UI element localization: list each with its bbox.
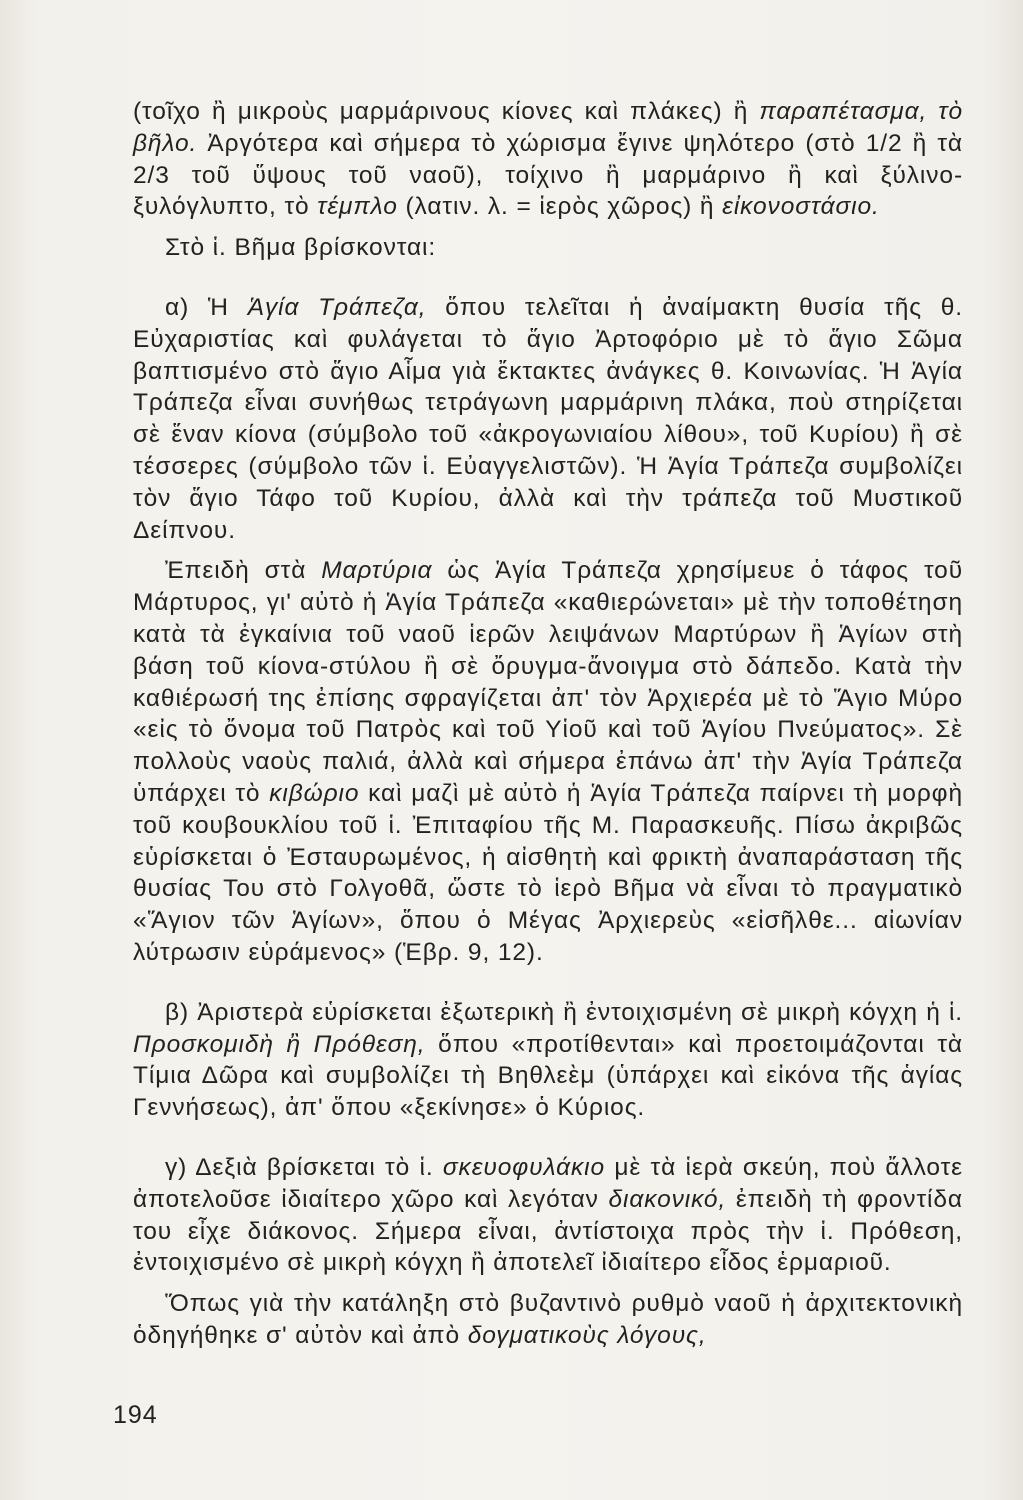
italic-term: τέμπλο <box>317 193 398 221</box>
italic-term: κιβώριο <box>269 779 360 807</box>
italic-term: δογματικοὺς λόγους, <box>467 1321 707 1349</box>
italic-term: Προσκομιδὴ ἢ Πρόθεση, <box>133 1030 426 1058</box>
paragraph-intro: (τοῖχο ἢ μικροὺς μαρμάρινους κίονες καὶ πλάκες) ἢ παραπέτασμα, τὸ βῆλο. Ἀργότερα καὶ σήμερα τὸ χώρισμα ἔγινε ψηλότερο (στὸ 1/2 ἢ τὰ 2/3 τοῦ ὕψους τοῦ ναοῦ), τοίχινο ἢ μαρμάρινο ἢ καὶ ξύλινο-ξυλόγλυπτο, τὸ τέμπλο (λατιν. λ. = ἱερὸς χῶρος) ἢ εἰκονοστάσιο. <box>133 98 963 221</box>
italic-term: σκευοφυλάκιο <box>442 1153 606 1181</box>
paragraph-skevophylakio: γ) Δεξιὰ βρίσκεται τὸ ἱ. σκευοφυλάκιο μὲ τὰ ἱερὰ σκεύη, ποὺ ἄλλοτε ἀποτελοῦσε ἰδιαίτερο χῶρο καὶ λεγόταν διακονικό, ἐπειδὴ τὴ φροντίδα του εἶχε διάκονος. Σήμερα εἶναι, ἀντίστοιχα πρὸς τὴν ἱ. Πρόθεση, ἐντοιχισμένο σὲ μικρὴ κόγχη ἢ ἀποτελεῖ ἰδιαίτερο εἶδος ἑρμαριοῦ. <box>133 1153 963 1277</box>
body-text <box>133 96 963 1352</box>
italic-term: Ἁγία Τράπεζα, <box>247 293 427 321</box>
italic-term: Μαρτύρια <box>321 557 433 585</box>
paragraph-martyria: Ἐπειδὴ στὰ Μαρτύρια ὡς Ἁγία Τράπεζα χρησίμευε ὁ τάφος τοῦ Μάρτυρος, γι' αὐτὸ ἡ Ἁγία Τράπεζα «καθιερώνεται» μὲ τὴν τοποθέτηση κατὰ τὰ ἐγκαίνια τοῦ ναοῦ ἱερῶν λειψάνων Μαρτύρων ἢ Ἁγίων στὴ βάση τοῦ κίονα-στύλου ἢ σὲ ὄρυγμα-ἄνοιγμα στὸ δάπεδο. Κατὰ τὴν καθιέρωσή της ἐπίσης σφραγίζεται ἀπ' τὸν Ἀρχιερέα μὲ τὸ Ἅγιο Μύρο «εἰς τὸ ὄνομα τοῦ Πατρὸς καὶ τοῦ Υἱοῦ καὶ τοῦ Ἁγίου Πνεύματος». Σὲ πολλοὺς ναοὺς παλιά, ἀλλὰ καὶ σήμερα ἐπάνω ἀπ' τὴν Ἁγία Τράπεζα ὑπάρχει τὸ κιβώριο καὶ μαζὶ μὲ αὐτὸ ἡ Ἁγία Τράπεζα παίρνει τὴ μορφὴ τοῦ κουβουκλίου τοῦ ἱ. Ἐπιταφίου τῆς Μ. Παρασκευῆς. Πίσω ἀκριβῶς εὑρίσκεται ὁ Ἐσταυρωμένος, ἡ αἰσθητὴ καὶ φρικτὴ ἀναπαράσταση τῆς θυσίας Του στὸ Γολγοθᾶ, ὥστε τὸ ἱερὸ Βῆμα νὰ εἶναι τὸ πραγματικὸ «Ἅγιον τῶν Ἁγίων», ὅπου ὁ Μέγας Ἀρχιερεὺς «εἰσῆλθε... αἰωνίαν λύτρωσιν εὑράμενος» (Ἑβρ. 9, 12). <box>133 557 963 966</box>
italic-term: διακονικό, <box>608 1185 727 1213</box>
paragraph-prothesis: β) Ἀριστερὰ εὑρίσκεται ἐξωτερικὴ ἢ ἐντοιχισμένη σὲ μικρὴ κόγχη ἡ ἱ. Προσκομιδὴ ἢ Πρόθεση, ὅπου «προτίθενται» καὶ προετοιμάζονται τὰ Τίμια Δῶρα καὶ συμβολίζει τὴ Βηθλεὲμ (ὑπάρχει καὶ εἰκόνα τῆς ἁγίας Γεννήσεως), ἀπ' ὅπου «ξεκίνησε» ὁ Κύριος. <box>133 998 963 1122</box>
italic-term: παραπέτασμα, τὸ βῆλο. <box>133 98 963 157</box>
paragraph-holy-table: α) Ἡ Ἁγία Τράπεζα, ὅπου τελεῖται ἡ ἀναίμακτη θυσία τῆς θ. Εὐχαριστίας καὶ φυλάγεται τὸ ἅγιο Ἀρτοφόριο μὲ τὸ ἅγιο Σῶμα βαπτισμένο στὸ ἅγιο Αἷμα γιὰ ἔκτακτες ἀνάγκες θ. Κοινωνίας. Ἡ Ἁγία Τράπεζα εἶναι συνήθως τετράγωνη μαρμάρινη πλάκα, ποὺ στηρίζεται σὲ ἕναν κίονα (σύμβολο τοῦ «ἀκρογωνιαίου λίθου», τοῦ Κυρίου) ἢ σὲ τέσσερες (σύμβολο τῶν ἱ. Εὐαγγελιστῶν). Ἡ Ἁγία Τράπεζα συμβολίζει τὸν ἅγιο Τάφο τοῦ Κυρίου, ἀλλὰ καὶ τὴν τράπεζα τοῦ Μυστικοῦ Δείπνου. <box>133 293 964 544</box>
paragraph-heading: Στὸ ἱ. Βῆμα βρίσκονται: <box>165 234 437 262</box>
italic-term: εἰκονοστάσιο. <box>722 193 880 221</box>
page-number: 194 <box>113 1401 158 1429</box>
paragraph-closing: Ὅπως γιὰ τὴν κατάληξη στὸ βυζαντινὸ ρυθμὸ ναοῦ ἡ ἀρχιτεκτονικὴ ὁδηγήθηκε σ' αὐτὸν καὶ ἀπὸ δογματικοὺς λόγους, <box>133 1290 963 1349</box>
